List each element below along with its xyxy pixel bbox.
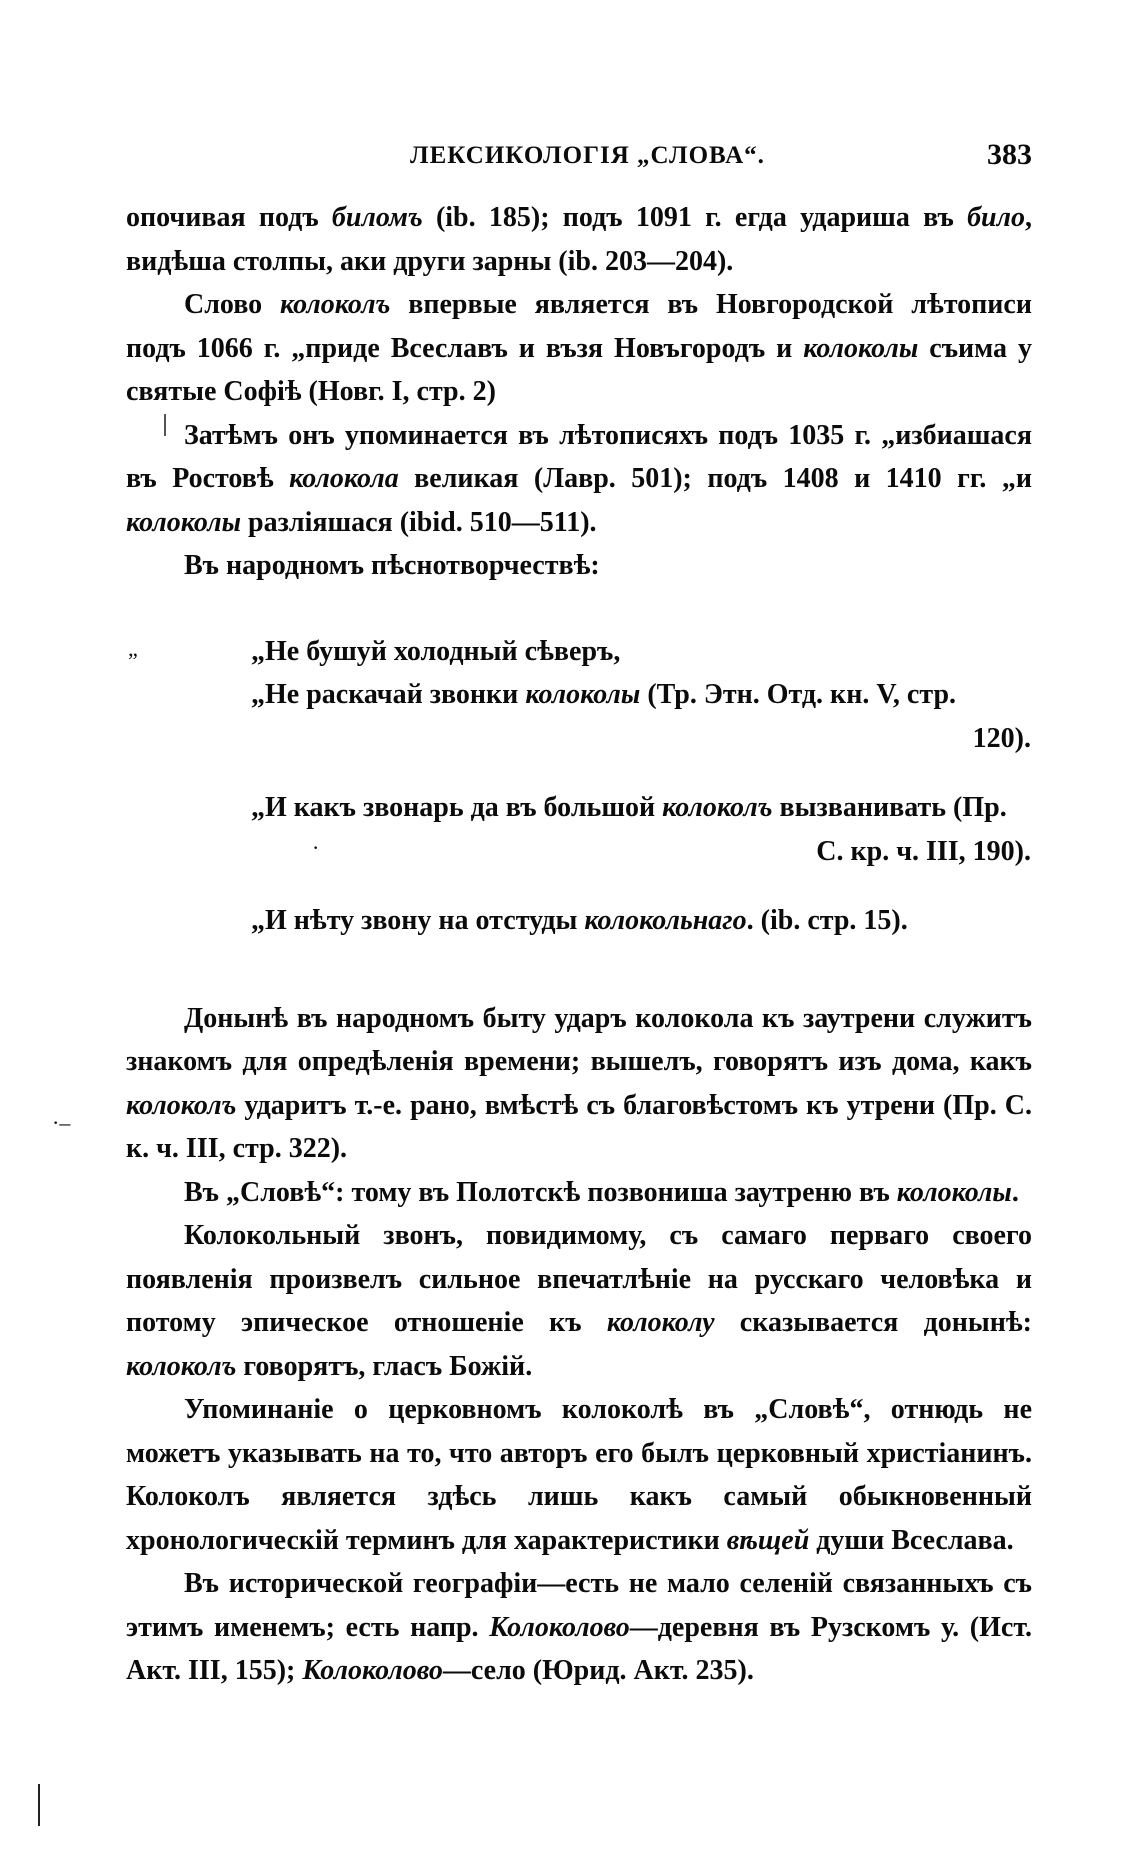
paragraph-8: Упоминаніе о церковномъ колоколѣ въ „Словѣ“, отнюдь не можетъ указывать на то, что авторъ его былъ церковный христіанинъ. Колоколъ является здѣсь лишь какъ самый обыкновенный хронологическій терминъ для характеристики вѣщей души Всеслава.	[126, 1394, 1032, 1556]
paragraph-5: Донынѣ въ народномъ быту ударъ колокола къ заутрени служитъ знакомъ для опредѣленія времени; вышелъ, говорятъ изъ дома, какъ колоколъ ударитъ т.-е. рано, вмѣстѣ съ благовѣстомъ къ утрени (Пр. С. к. ч. III, стр. 322).	[126, 1002, 1032, 1164]
poem-line: „Не раскачай звонки колоколы (Тр. Этн. Отд. кн. V, стр.	[251, 679, 957, 710]
paragraph-9: Въ исторической географіи—есть не мало селеній связанныхъ съ этимъ именемъ; есть напр. Колоколово—деревня въ Рузскомъ у. (Ист. Акт. III, 155); Колоколово—село (Юрид. Акт. 235).	[126, 1568, 1032, 1686]
scan-speck: ·–	[52, 1110, 71, 1135]
scan-mark	[38, 1784, 40, 1826]
poem-reference: С. кр. ч. III, 190).	[816, 835, 1031, 867]
body-text	[126, 196, 1032, 1693]
poem-line: „Не бушуй холодный сѣверъ,	[251, 635, 621, 667]
poem-quote-1	[251, 630, 1031, 761]
paragraph-6: Въ „Словѣ“: тому въ Полотскѣ позвониша заутреню въ колоколы.	[184, 1176, 1019, 1208]
page-header	[410, 138, 1032, 182]
page-number: 383	[987, 138, 1032, 171]
poem-line: „И нѣту звону на отстуды колокольнаго. (ib. стр. 15).	[251, 905, 908, 936]
running-title: ЛЕКСИКОЛОГІЯ „СЛОВА“.	[410, 142, 765, 169]
poem-quote-2	[251, 786, 1031, 873]
scan-mark	[164, 414, 166, 436]
paragraph-2: Слово колоколъ впервые является въ Новгородской лѣтописи подъ 1066 г. „приде Всеславъ и възя Новъгородъ и колоколы съима у святые Софіѣ (Новг. I, стр. 2)	[126, 289, 1033, 407]
paragraph-1: опочивая подъ биломъ (ib. 185); подъ 1091 г. егда удариша въ било, видѣша столпы, аки други зарны (ib. 203—204).	[126, 202, 1032, 277]
paragraph-3: Затѣмъ онъ упоминается въ лѣтописяхъ подъ 1035 г. „избиашася въ Ростовѣ колокола великая (Лавр. 501); подъ 1408 и 1410 гг. „и колоколы разліяшася (ibid. 510—511).	[126, 419, 1032, 538]
poem-reference: 120).	[972, 722, 1031, 754]
scan-speck: „	[128, 636, 138, 661]
scan-speck: ·	[312, 835, 320, 860]
paragraph-7: Колокольный звонъ, повидимому, съ самаго перваго своего появленія произвелъ сильное впечатлѣніе на русскаго человѣка и потому эпическое отношеніе къ колоколу сказывается донынѣ: колоколъ говорятъ, гласъ Божій.	[126, 1220, 1032, 1382]
paragraph-4: Въ народномъ пѣснотворчествѣ:	[184, 550, 600, 581]
poem-line: „И какъ звонарь да въ большой колоколъ вызванивать (Пр.	[251, 792, 1007, 823]
poem-quote-3	[251, 899, 1031, 943]
